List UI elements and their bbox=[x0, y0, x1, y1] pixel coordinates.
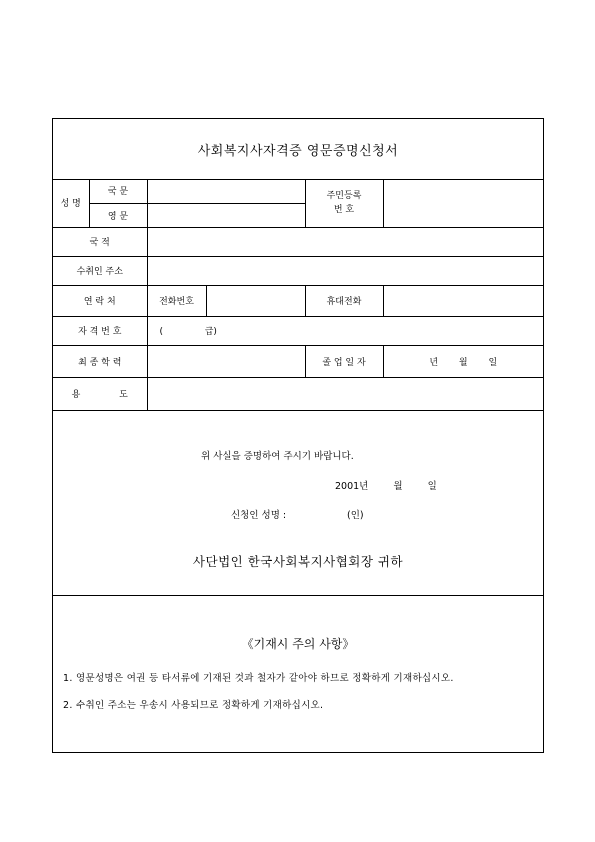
purpose-field[interactable] bbox=[147, 377, 543, 410]
phone-label: 전화번호 bbox=[148, 286, 207, 316]
english-name-label: 영 문 bbox=[89, 203, 147, 227]
purpose-label: 용 도 bbox=[53, 377, 147, 410]
contact-label: 연 락 처 bbox=[53, 285, 147, 316]
statement-section bbox=[53, 423, 543, 596]
education-field[interactable] bbox=[147, 345, 305, 377]
resident-number-field[interactable] bbox=[383, 179, 543, 227]
mobile-field[interactable] bbox=[383, 285, 543, 316]
phone-field[interactable] bbox=[207, 286, 305, 316]
notes-section bbox=[53, 595, 543, 752]
mobile-label: 휴대전화 bbox=[305, 285, 383, 316]
korean-name-label: 국 문 bbox=[89, 179, 147, 203]
notes-title: 《기재시 주의 사항》 bbox=[241, 637, 355, 651]
recipient-address-label: 수취인 주소 bbox=[53, 256, 147, 285]
english-name-field[interactable] bbox=[147, 203, 305, 227]
note-item: 1. 영문성명은 여권 등 타서류에 기재된 것과 철자가 같아야 하므로 정확하게 기재하십시오. bbox=[63, 673, 454, 684]
form-title: 사회복지사자격증 영문증명신청서 bbox=[53, 119, 543, 180]
note-item: 2. 수취인 주소는 우송시 사용되므로 정확하게 기재하십시오. bbox=[63, 700, 324, 711]
graduation-date-label: 졸 업 일 자 bbox=[305, 345, 383, 377]
nationality-field[interactable] bbox=[147, 227, 543, 256]
addressee: 사단법인 한국사회복지사협회장 귀하 bbox=[192, 554, 404, 569]
cert-grade-text: ( 급) bbox=[159, 327, 217, 337]
application-form bbox=[52, 118, 544, 753]
applicant-name-label: 신청인 성명 : bbox=[231, 510, 287, 521]
education-label: 최 종 학 력 bbox=[53, 345, 147, 377]
korean-name-field[interactable] bbox=[147, 179, 305, 203]
recipient-address-field[interactable] bbox=[147, 256, 543, 285]
cert-number-field[interactable] bbox=[147, 316, 543, 345]
resident-number-label: 주민등록 번 호 bbox=[305, 179, 383, 227]
seal-mark: (인) bbox=[347, 510, 364, 521]
request-text: 위 사실을 증명하여 주시기 바랍니다. bbox=[201, 451, 354, 462]
name-label: 성 명 bbox=[53, 179, 89, 227]
phone-cell bbox=[147, 285, 305, 316]
graduation-date-field[interactable]: 년 월 일 bbox=[383, 345, 543, 377]
nationality-label: 국 적 bbox=[53, 227, 147, 256]
applicant-info-table bbox=[53, 179, 543, 411]
application-date: 2001년 월 일 bbox=[335, 481, 437, 492]
cert-number-label: 자 격 번 호 bbox=[53, 316, 147, 345]
